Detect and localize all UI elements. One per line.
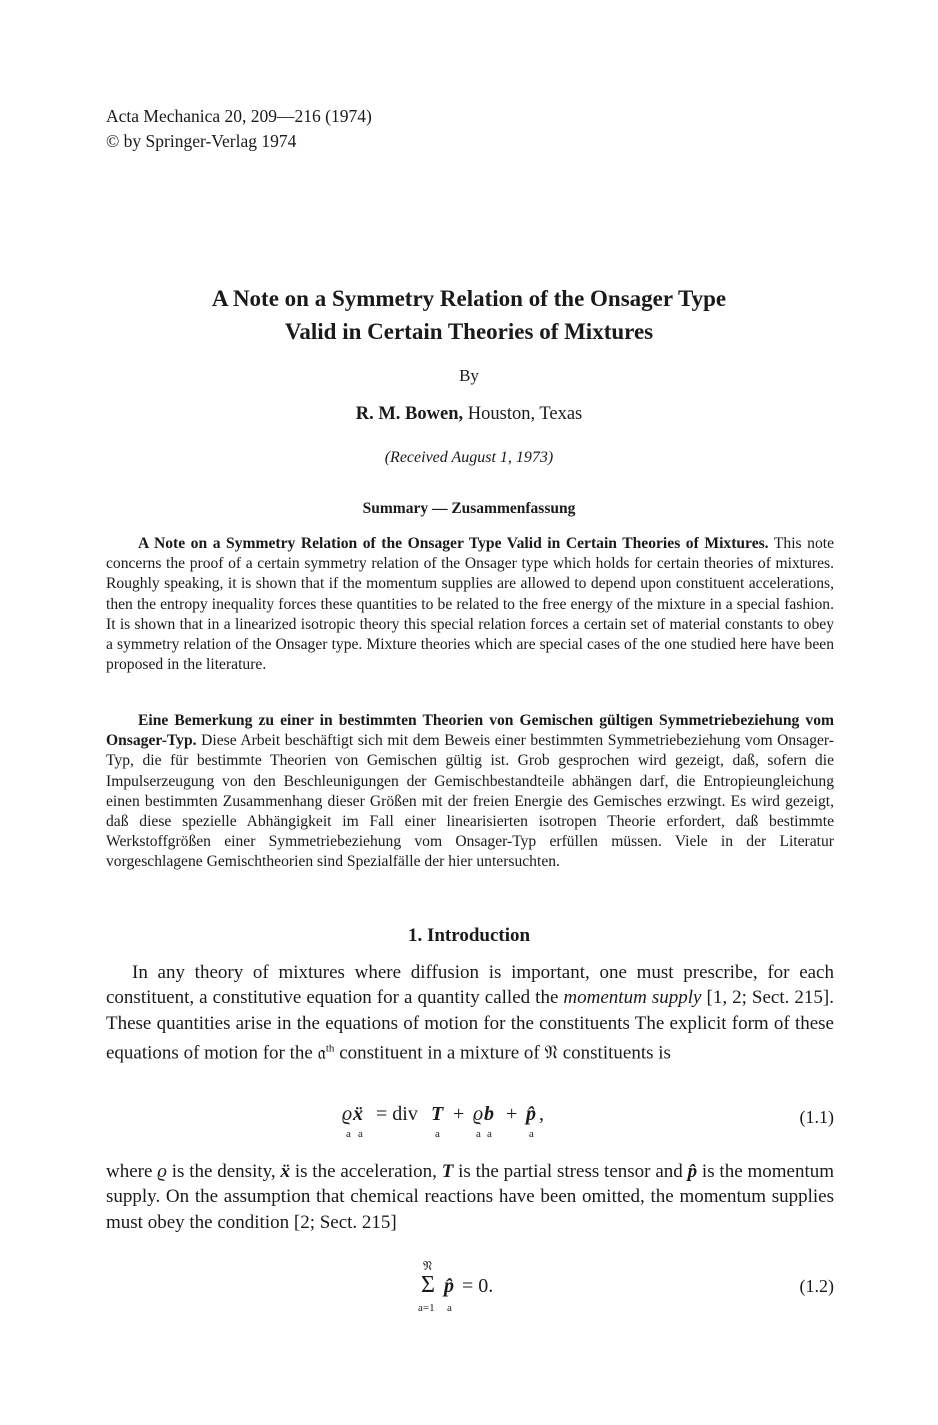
svg-text:Σ: Σ bbox=[421, 1272, 435, 1298]
paper-title-line-1: A Note on a Symmetry Relation of the Onsager Type bbox=[211, 286, 727, 311]
svg-text:a=1: a=1 bbox=[418, 1302, 435, 1314]
svg-text:T: T bbox=[431, 1103, 444, 1125]
author-place: Houston, Texas bbox=[467, 404, 583, 424]
intro-paragraph bbox=[106, 960, 834, 1066]
svg-text:ẍ: ẍ bbox=[353, 1103, 363, 1125]
svg-text:ϱ: ϱ bbox=[473, 1103, 484, 1125]
svg-text:ϱ: ϱ bbox=[342, 1103, 353, 1125]
where-paragraph bbox=[106, 1159, 834, 1235]
intro-momentum-supply: momentum supply bbox=[563, 987, 702, 1009]
where-word: where bbox=[106, 1161, 153, 1182]
intro-text-c: constituent in a mixture of bbox=[339, 1042, 540, 1064]
svg-text:a: a bbox=[346, 1128, 351, 1140]
paper-title-line-2: Valid in Certain Theories of Mixtures bbox=[284, 319, 654, 344]
svg-text:a: a bbox=[487, 1128, 492, 1140]
equation-number-1-2: (1.2) bbox=[799, 1276, 834, 1296]
by-label: By bbox=[459, 366, 479, 385]
summary-heading: Summary — Zusammenfassung bbox=[362, 500, 576, 517]
equation-1-2 bbox=[410, 1256, 550, 1316]
section-heading-introduction: 1. Introduction bbox=[407, 925, 531, 946]
svg-text:p̂: p̂ bbox=[444, 1275, 454, 1297]
where-text-a: is the density, bbox=[171, 1161, 276, 1182]
where-text-c: is the partial stress tensor and bbox=[458, 1161, 683, 1182]
intro-text-a: In any theory of mixtures where diffusion is important, one must prescribe, for each constituent, a constitutive equation for a quantity called the bbox=[106, 962, 834, 1009]
svg-text:a: a bbox=[447, 1302, 452, 1314]
svg-text:a: a bbox=[358, 1128, 363, 1140]
abstract-german-text: Diese Arbeit beschäftigt sich mit dem Beweis einer bestimmten Symmetriebeziehung vom Onsager-Typ, die für bestimmte Theorien von Gemischen gültig ist. Grob gesprochen wird gezeigt, daß, sofern die Impulserzeugung von den Beschleunigungen der Gemischbestandteile abhängen darf, die Entropieungleichung einen bestimmten Zusammenhang dieser Größen mit der freien Energie des Gemisches erzwingt. Es wird gezeigt, daß diese spezielle Abhängigkeit im Fall einer linearisierten isotropen Theorie erfordert, daß bestimmte Werkstoffgrößen einer Symmetriebeziehung vom Onsager-Typ erfüllen müssen. Viele in der Literatur vorgeschlagene Gemischtheorien sind Spezialfälle der hier untersuchten. bbox=[106, 732, 834, 871]
journal-line-1: Acta Mechanica 20, 209—216 (1974) bbox=[106, 106, 372, 126]
journal-line-2: © by Springer-Verlag 1974 bbox=[106, 131, 297, 151]
svg-text:b: b bbox=[484, 1103, 494, 1125]
author-line bbox=[0, 404, 938, 425]
rho-symbol: ϱ bbox=[157, 1161, 167, 1182]
svg-text:p̂: p̂ bbox=[526, 1103, 536, 1125]
abstract-english-lead: A Note on a Symmetry Relation of the Onsager Type Valid in Certain Theories of Mixtures. bbox=[138, 535, 769, 552]
where-text-b: is the acceleration, bbox=[294, 1161, 437, 1182]
svg-text:a: a bbox=[529, 1128, 534, 1140]
equation-1-1 bbox=[340, 1096, 600, 1146]
svg-text:,: , bbox=[539, 1103, 544, 1125]
svg-text:+: + bbox=[453, 1103, 465, 1125]
stress-symbol: T bbox=[441, 1161, 454, 1182]
received-date: (Received August 1, 1973) bbox=[384, 449, 554, 466]
fraktur-n-symbol: 𝔑 bbox=[544, 1042, 558, 1064]
svg-text:a: a bbox=[476, 1128, 481, 1140]
abstract-english bbox=[106, 534, 834, 675]
svg-text:𝔑: 𝔑 bbox=[423, 1258, 433, 1273]
author-name: R. M. Bowen, bbox=[355, 404, 464, 424]
where-text-d: is the momentum supply. On the assumption that chemical reactions have been omitted, the momentum supplies must obey the condition [2; Sect. 215] bbox=[106, 1161, 835, 1233]
svg-text:= 0.: = 0. bbox=[462, 1275, 494, 1297]
accel-symbol: ẍ bbox=[280, 1161, 290, 1182]
abstract-english-text: This note concerns the proof of a certain symmetry relation of the Onsager type which holds for certain theories of mixtures. Roughly speaking, it is shown that if the momentum supplies are allowed to depend upon constituent accelerations, then the entropy inequality forces these quantities to be related to the free energy of the mixture in a special fashion. It is shown that in a linearized isotropic theory this special relation forces a certain set of material constants to obey a symmetry relation of the Onsager type. Mixture theories which are special cases of the one studied here have been proposed in the literature. bbox=[106, 535, 834, 674]
momentum-symbol: p̂ bbox=[687, 1161, 698, 1182]
abstract-german-lead: Eine Bemerkung zu einer in bestimmten Theorien von Gemischen gültigen Symmetriebeziehung vom Onsager-Typ. bbox=[106, 712, 834, 750]
abstract-german bbox=[106, 711, 834, 873]
equation-number-1-1: (1.1) bbox=[799, 1107, 834, 1127]
alpha-superscript: 𝔞$^{th}$ bbox=[317, 1042, 335, 1064]
intro-text-d: constituents is bbox=[562, 1042, 671, 1064]
svg-text:= div: = div bbox=[376, 1103, 418, 1125]
intro-text-b: [1, 2; Sect. 215]. These quantities arise in the equations of motion for the constituents The explicit form of these equations of motion for the bbox=[106, 987, 835, 1064]
journal-citation bbox=[106, 104, 372, 154]
svg-text:a: a bbox=[435, 1128, 440, 1140]
svg-text:+: + bbox=[506, 1103, 518, 1125]
